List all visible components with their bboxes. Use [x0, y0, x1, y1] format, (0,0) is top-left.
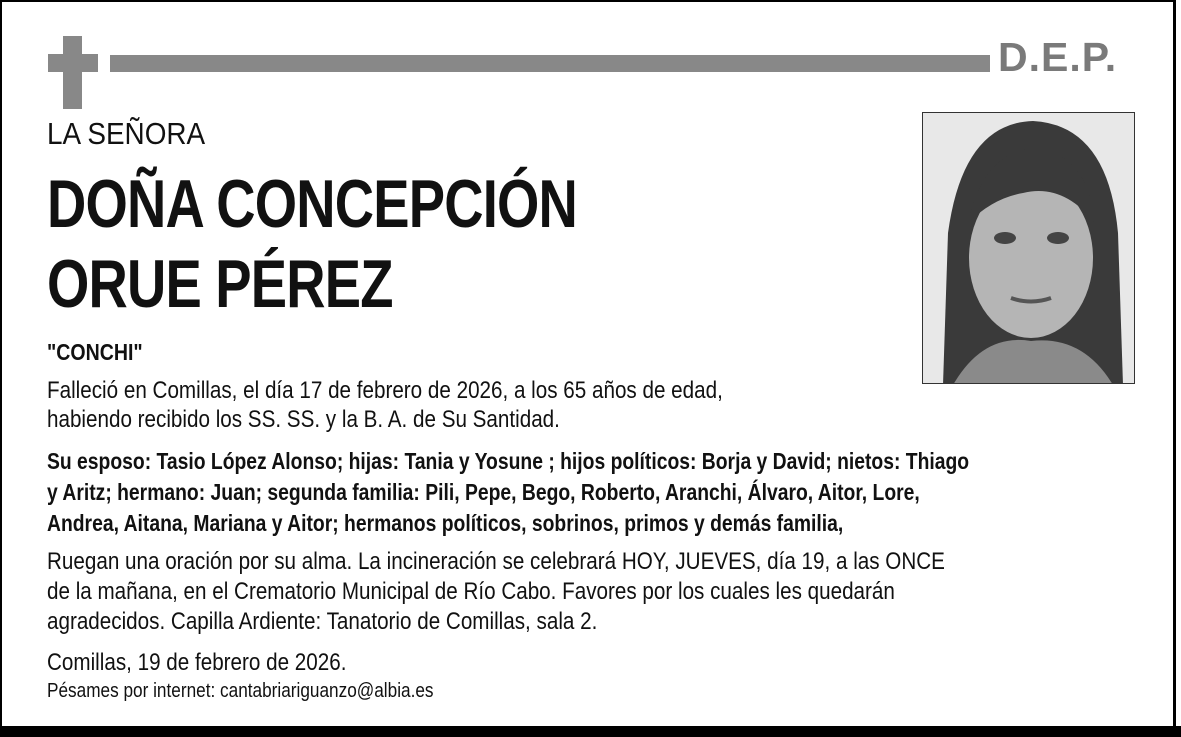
deceased-name-line1: DOÑA CONCEPCIÓN [47, 166, 578, 242]
bottom-border [0, 726, 1181, 737]
portrait-photo [922, 112, 1135, 384]
family-line: Andrea, Aitana, Mariana y Aitor; hermanos políticos, sobrinos, primos y demás familia, [47, 510, 844, 536]
place-date: Comillas, 19 de febrero de 2026. [47, 649, 347, 676]
family-line: y Aritz; hermano: Juan; segunda familia: Pili, Pepe, Bego, Roberto, Aranchi, Álvaro, Aitor, Lore, [47, 479, 920, 505]
family-line: Su esposo: Tasio López Alonso; hijas: Tania y Yosune ; hijos políticos: Borja y David; nietos: Thiago [47, 448, 970, 474]
ceremony-line: Ruegan una oración por su alma. La incineración se celebrará HOY, JUEVES, día 19, a las ONCE [47, 548, 945, 575]
dep-label: D.E.P. [998, 34, 1118, 80]
nickname: "CONCHI" [47, 339, 143, 365]
ceremony-line: agradecidos. Capilla Ardiente: Tanatorio de Comillas, sala 2. [47, 608, 598, 635]
header-rule [110, 55, 990, 72]
deceased-name-line2: ORUE PÉREZ [47, 246, 393, 322]
intro-label: LA SEÑORA [47, 116, 206, 151]
condolences-email: Pésames por internet: cantabriariguanzo@albia.es [47, 680, 434, 702]
death-line: Falleció en Comillas, el día 17 de febrero de 2026, a los 65 años de edad, [47, 377, 723, 404]
cross-icon-arm [48, 54, 98, 72]
ceremony-line: de la mañana, en el Crematorio Municipal de Río Cabo. Favores por los cuales les quedarán [47, 578, 895, 605]
cross-icon [63, 36, 82, 109]
death-line: habiendo recibido los SS. SS. y la B. A. de Su Santidad. [47, 406, 560, 433]
